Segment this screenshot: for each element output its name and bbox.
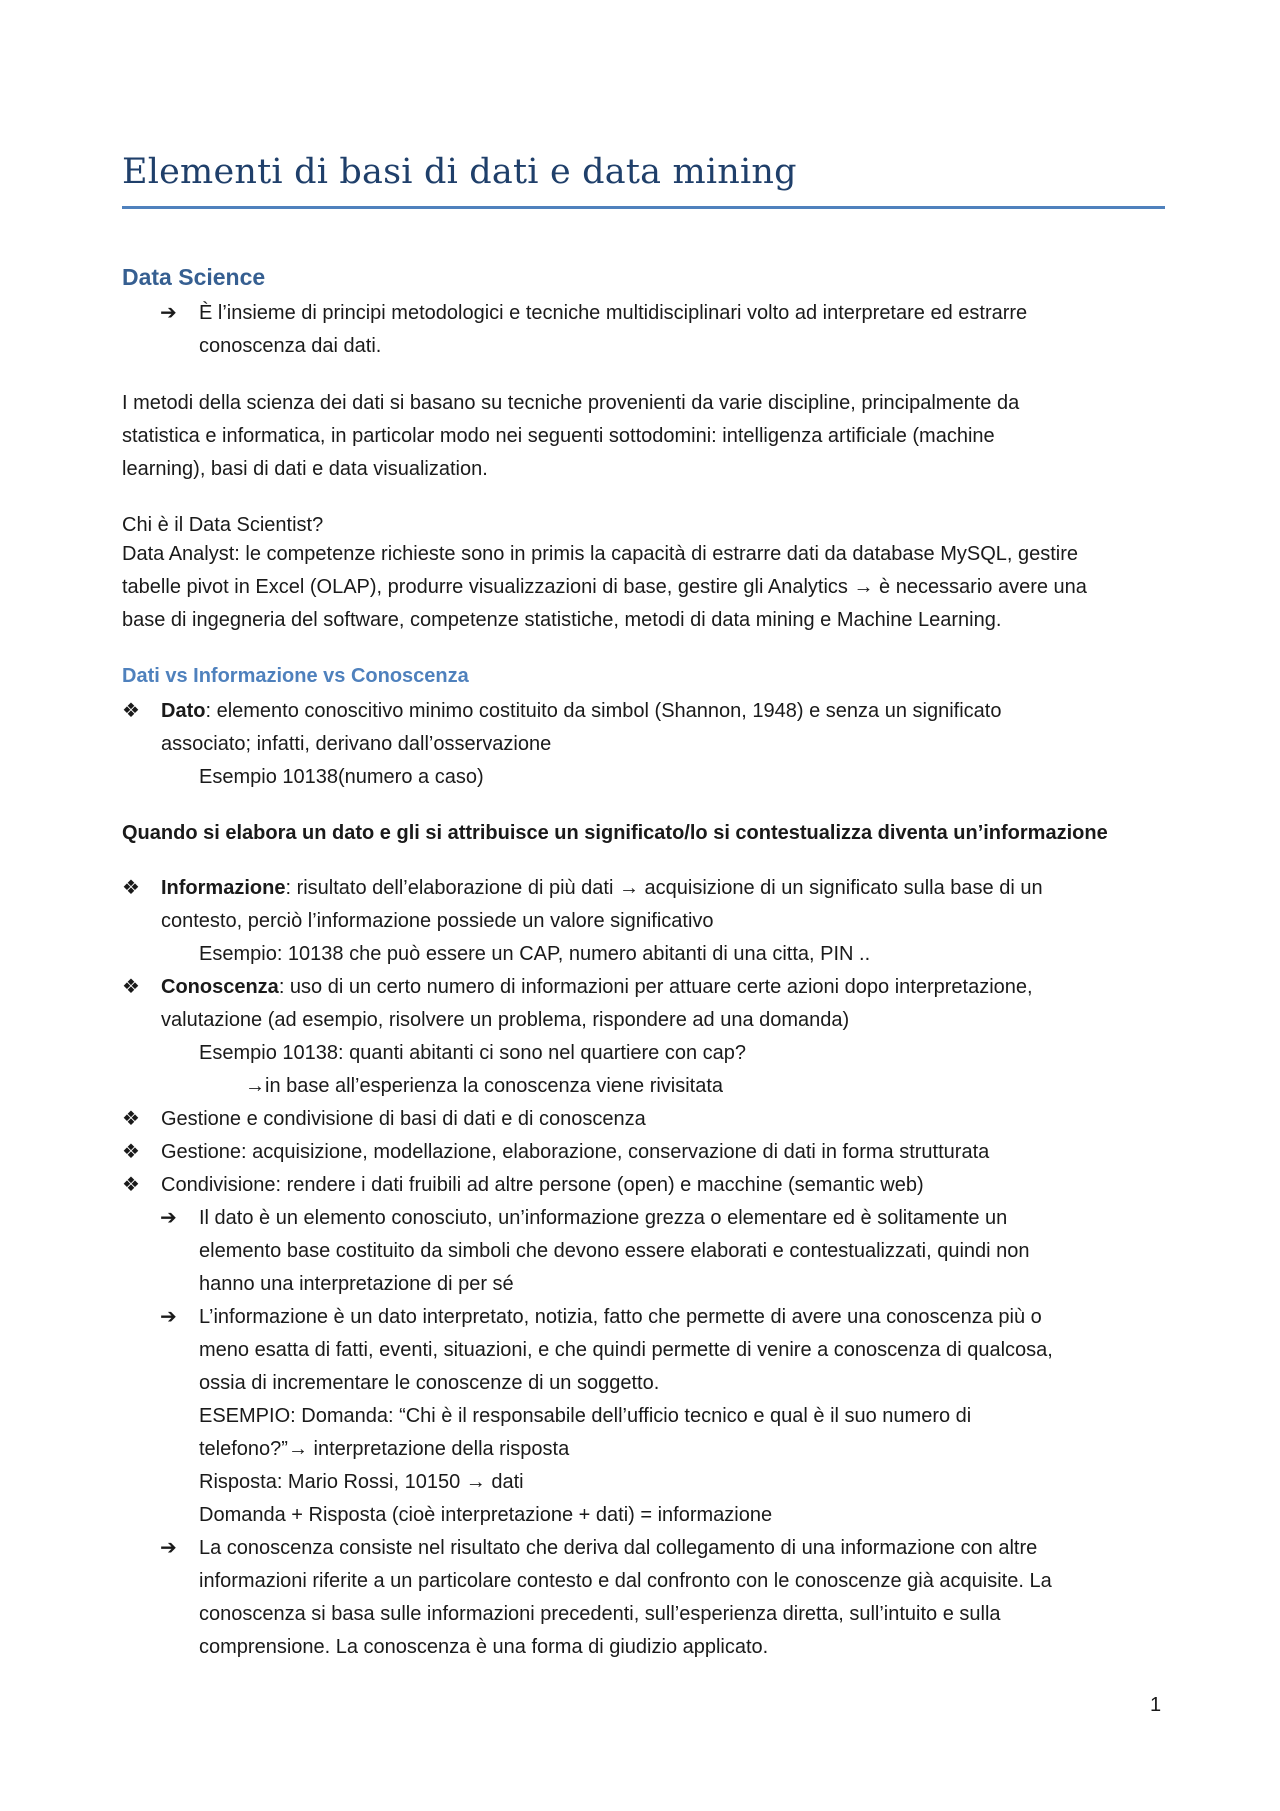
- arrow2-line7: Domanda + Risposta (cioè interpretazione + dati) = informazione: [199, 1504, 773, 1526]
- informazione-example: Esempio: 10138 che può essere un CAP, numero abitanti di una citta, PIN ..: [199, 943, 871, 965]
- diamond-bullet-icon: ❖: [122, 1108, 140, 1130]
- diamond-bullet-icon: ❖: [122, 976, 140, 998]
- informazione-line1: [161, 876, 1043, 900]
- diamond-bullet-icon: ❖: [122, 700, 140, 722]
- page-number: 1: [1150, 1694, 1162, 1716]
- conoscenza-line1: [161, 975, 1033, 999]
- dato-line1: [161, 699, 1001, 723]
- arrow3-line1: La conoscenza consiste nel risultato che deriva dal collegamento di una informazione con altre: [199, 1537, 1038, 1559]
- arrow1-line1: Il dato è un elemento conosciuto, un’informazione grezza o elementare ed è solitamente un: [199, 1207, 1008, 1229]
- ds-analyst-line1: Data Analyst: le competenze richieste sono in primis la capacità di estrarre dati da database MySQL, gestire: [122, 543, 1079, 565]
- ds-arrow-line1: È l’insieme di principi metodologici e tecniche multidisciplinari volto ad interpretare ed estrarre: [199, 302, 1028, 324]
- heading-dati-informazione-conoscenza: Dati vs Informazione vs Conoscenza: [122, 665, 469, 687]
- arrow2-line5: telefono?”→ interpretazione della risposta: [199, 1438, 570, 1460]
- arrow3-line4: comprensione. La conoscenza è una forma di giudizio applicato.: [199, 1636, 769, 1658]
- arrow-bullet-icon: ➔: [160, 1306, 177, 1328]
- informazione-definition: : risultato dell’elaborazione di più dati → acquisizione di un significato sulla base di un: [285, 877, 1043, 899]
- conoscenza-note: →in base all’esperienza la conoscenza viene rivisitata: [245, 1075, 724, 1097]
- heading-data-science: Data Science: [122, 264, 266, 290]
- ds-paragraph-line2: statistica e informatica, in particolar modo nei seguenti sottodomini: intelligenza artificiale (machine: [122, 425, 995, 447]
- condivisione: Condivisione: rendere i dati fruibili ad altre persone (open) e macchine (semantic web): [161, 1174, 924, 1196]
- diamond-bullet-icon: ❖: [122, 1141, 140, 1163]
- gestione-condivisione: Gestione e condivisione di basi di dati e di conoscenza: [161, 1108, 646, 1130]
- arrow-bullet-icon: ➔: [160, 302, 177, 324]
- ds-arrow-line2: conoscenza dai dati.: [199, 335, 382, 357]
- arrow2-line4: ESEMPIO: Domanda: “Chi è il responsabile dell’ufficio tecnico e qual è il suo numero di: [199, 1405, 972, 1427]
- arrow1-line3: hanno una interpretazione di per sé: [199, 1273, 514, 1295]
- arrow-bullet-icon: ➔: [160, 1207, 177, 1229]
- dato-definition: : elemento conoscitivo minimo costituito da simbol (Shannon, 1948) e senza un significato: [205, 700, 1002, 722]
- document-title: Elementi di basi di dati e data mining: [122, 152, 797, 192]
- ds-paragraph-line1: I metodi della scienza dei dati si basano su tecniche provenienti da varie discipline, principalmente da: [122, 392, 1020, 414]
- diamond-bullet-icon: ❖: [122, 877, 140, 899]
- conoscenza-term: Conoscenza: [161, 976, 279, 998]
- arrow1-line2: elemento base costituito da simboli che devono essere elaborati e contestualizzati, quindi non: [199, 1240, 1030, 1262]
- ds-question: Chi è il Data Scientist?: [122, 514, 324, 536]
- conoscenza-example: Esempio 10138: quanti abitanti ci sono nel quartiere con cap?: [199, 1042, 747, 1064]
- bold-statement: Quando si elabora un dato e gli si attribuisce un significato/lo si contestualizza diventa un’informazione: [122, 822, 1108, 844]
- gestione: Gestione: acquisizione, modellazione, elaborazione, conservazione di dati in forma strutturata: [161, 1141, 990, 1163]
- informazione-term: Informazione: [161, 877, 286, 899]
- conoscenza-definition: : uso di un certo numero di informazioni per attuare certe azioni dopo interpretazione,: [278, 976, 1033, 998]
- title-underline: [122, 206, 1165, 209]
- arrow3-line2: informazioni riferite a un particolare contesto e dal confronto con le conoscenze già acquisite. La: [199, 1570, 1052, 1592]
- arrow3-line3: conoscenza si basa sulle informazioni precedenti, sull’esperienza diretta, sull’intuito e sulla: [199, 1603, 1001, 1625]
- arrow-bullet-icon: ➔: [160, 1537, 177, 1559]
- dato-example: Esempio 10138(numero a caso): [199, 766, 484, 788]
- ds-analyst-line3: base di ingegneria del software, competenze statistiche, metodi di data mining e Machine Learning.: [122, 609, 1002, 631]
- ds-analyst-line2: tabelle pivot in Excel (OLAP), produrre visualizzazioni di base, gestire gli Analytics → è necessario avere una: [122, 576, 1087, 598]
- ds-paragraph-line3: learning), basi di dati e data visualization.: [122, 458, 488, 480]
- diamond-bullet-icon: ❖: [122, 1174, 140, 1196]
- arrow2-line2: meno esatta di fatti, eventi, situazioni, e che quindi permette di venire a conoscenza di qualcosa,: [199, 1339, 1053, 1361]
- dato-term: Dato: [161, 700, 206, 722]
- arrow2-line3: ossia di incrementare le conoscenze di un soggetto.: [199, 1372, 660, 1394]
- dato-line2: associato; infatti, derivano dall’osservazione: [161, 733, 552, 755]
- conoscenza-line2: valutazione (ad esempio, risolvere un problema, rispondere ad una domanda): [161, 1009, 850, 1031]
- arrow2-line6: Risposta: Mario Rossi, 10150 → dati: [199, 1471, 524, 1493]
- informazione-line2: contesto, perciò l’informazione possiede un valore significativo: [161, 910, 714, 932]
- arrow2-line1: L’informazione è un dato interpretato, notizia, fatto che permette di avere una conoscenza più o: [199, 1306, 1042, 1328]
